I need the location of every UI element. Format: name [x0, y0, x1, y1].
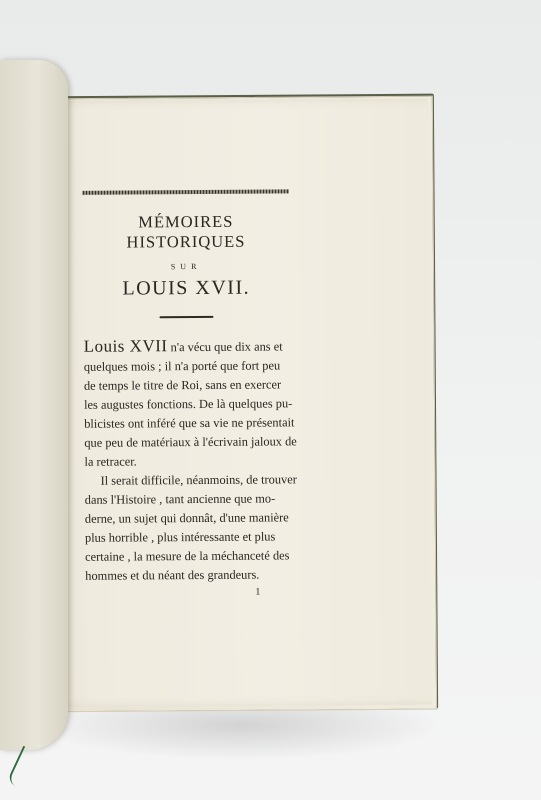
paragraph-1	[84, 335, 318, 586]
paragraph-line: quelques mois ; il n'a porté que fort peu	[83, 358, 281, 374]
page-subject: LOUIS XVII.	[122, 276, 251, 300]
page-title: MÉMOIRES HISTORIQUES	[126, 211, 246, 252]
lead-words: Louis XVII	[83, 336, 168, 356]
left-page	[0, 60, 68, 750]
paragraph-line: Il serait difficile, néanmoins, de trouver	[100, 472, 297, 488]
divider-rule	[159, 316, 213, 318]
title-connector: SUR	[170, 261, 202, 272]
paragraph-line: blicistes ont inféré que sa vie ne présentait	[84, 415, 295, 431]
lead-rest: n'a vécu que dix ans et	[167, 339, 283, 355]
paragraph-line: derne, un sujet qui donnât, d'une manière	[84, 510, 289, 526]
paragraph-line: que peu de matériaux à l'écrivain jaloux de	[84, 434, 297, 450]
paragraph-line: hommes et du néant des grandeurs.	[85, 567, 260, 583]
paragraph-line: certaine , la mesure de la méchanceté des	[85, 548, 290, 564]
paragraph-line: plus horrible , plus intéressante et plus	[84, 529, 276, 545]
paragraph-line: dans l'Histoire , tant ancienne que mo-	[84, 491, 276, 507]
paragraph-line: les augustes fonctions. De là quelques pu-	[84, 396, 293, 412]
paragraph-line	[84, 335, 316, 358]
ornamental-rule-top	[83, 189, 289, 194]
page-text	[83, 189, 318, 599]
paragraph-line: la retracer.	[84, 454, 137, 469]
paragraph-line: de temps le titre de Roi, sans en exercer	[83, 377, 282, 393]
signature-mark: 1	[255, 586, 261, 598]
